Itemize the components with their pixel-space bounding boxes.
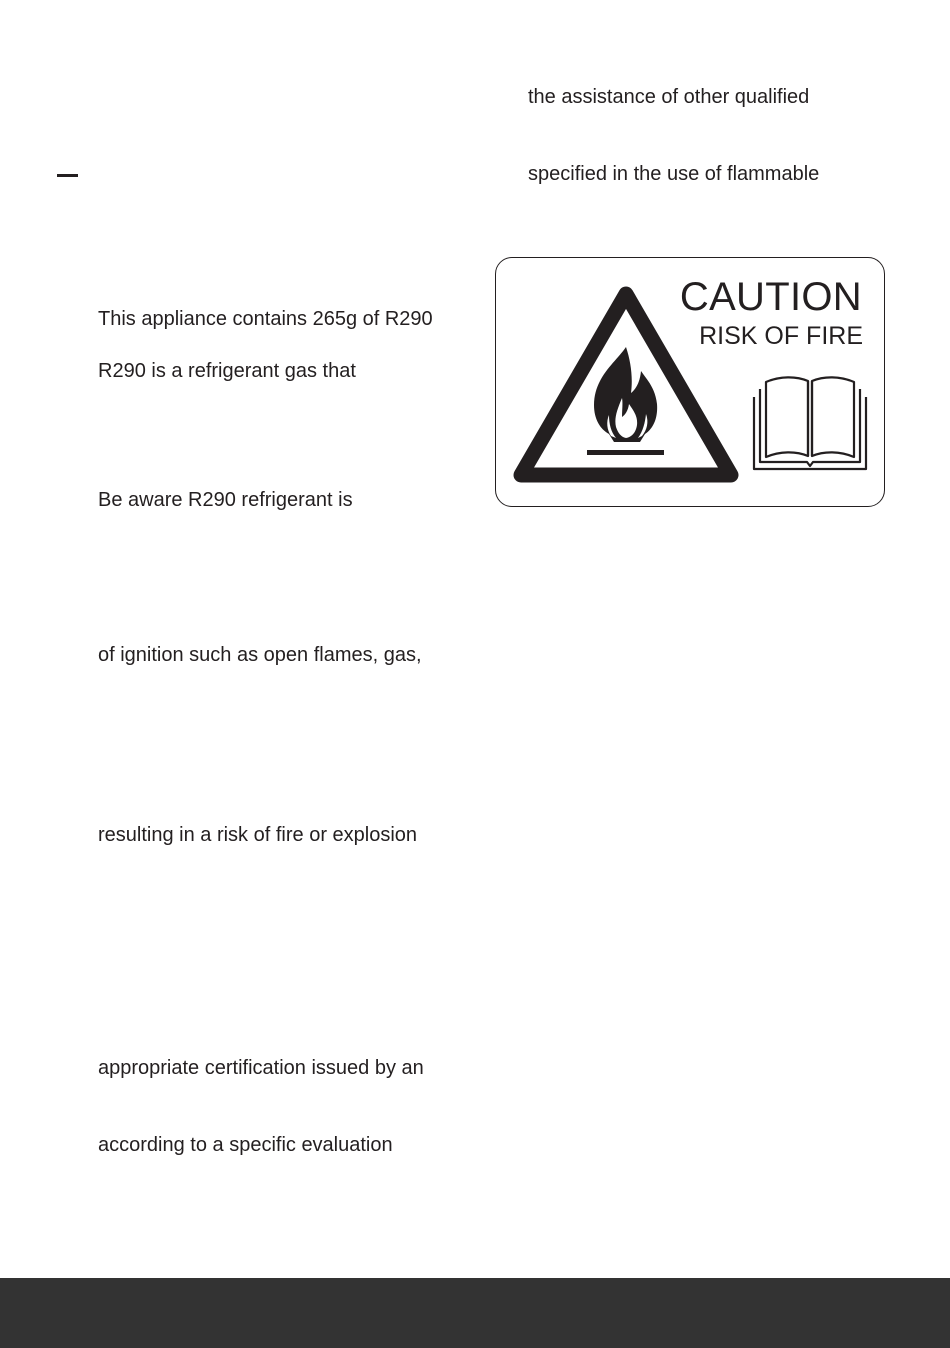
caution-title: CAUTION: [679, 275, 862, 319]
left-text-line-7: according to a specific evaluation: [98, 1134, 393, 1156]
read-manual-book-icon: [750, 372, 870, 472]
footer-bar: [0, 1278, 950, 1348]
right-text-line-1: the assistance of other qualified: [528, 86, 810, 108]
risk-of-fire-subtitle: RISK OF FIRE: [699, 322, 863, 350]
right-text-line-2: specified in the use of flammable: [528, 163, 820, 185]
caution-risk-of-fire-sign: [495, 257, 885, 507]
left-text-line-4: of ignition such as open flames, gas,: [98, 644, 422, 666]
left-text-line-6: appropriate certification issued by an: [98, 1057, 424, 1079]
left-text-line-5: resulting in a risk of fire or explosion: [98, 824, 418, 846]
section-dash-marker: [57, 174, 78, 177]
left-text-line-1: This appliance contains 265g of R290: [98, 308, 433, 330]
left-text-line-2: R290 is a refrigerant gas that: [98, 360, 356, 382]
left-text-line-3: Be aware R290 refrigerant is: [98, 489, 353, 511]
